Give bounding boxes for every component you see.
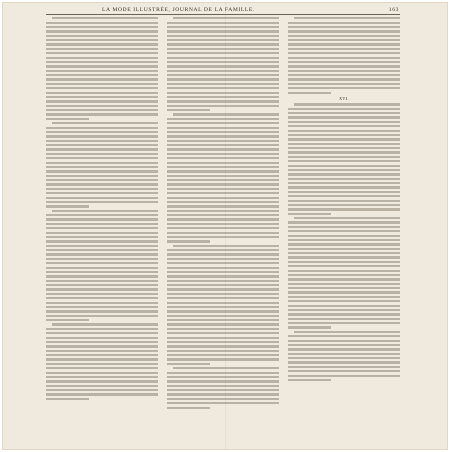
text-line bbox=[46, 258, 158, 260]
text-line bbox=[288, 165, 400, 167]
text-line bbox=[46, 140, 158, 142]
text-line bbox=[46, 376, 158, 378]
text-line bbox=[167, 345, 279, 347]
text-line bbox=[46, 113, 158, 115]
text-line bbox=[288, 252, 400, 254]
text-line bbox=[46, 100, 158, 102]
text-line bbox=[46, 240, 158, 242]
text-line bbox=[288, 348, 400, 350]
text-line bbox=[167, 87, 279, 89]
text-line bbox=[167, 350, 279, 352]
text-column-2 bbox=[167, 15, 279, 442]
text-line bbox=[167, 96, 279, 98]
text-line bbox=[46, 57, 158, 59]
text-line bbox=[46, 245, 158, 247]
text-line bbox=[167, 376, 279, 378]
text-line bbox=[288, 305, 400, 307]
text-line bbox=[46, 262, 158, 264]
text-line bbox=[46, 363, 158, 365]
text-line bbox=[167, 236, 279, 238]
text-line bbox=[288, 39, 400, 41]
text-line bbox=[167, 148, 279, 150]
text-line bbox=[173, 113, 279, 115]
text-line bbox=[288, 335, 400, 337]
text-line bbox=[167, 214, 279, 216]
text-line bbox=[46, 35, 158, 37]
text-line bbox=[46, 183, 158, 185]
text-line bbox=[288, 112, 400, 114]
text-line bbox=[46, 52, 158, 54]
text-line bbox=[288, 283, 400, 285]
text-line bbox=[167, 380, 279, 382]
page-number: 163 bbox=[388, 7, 399, 13]
text-line bbox=[167, 201, 279, 203]
text-line bbox=[288, 30, 400, 32]
text-line bbox=[288, 35, 400, 37]
text-line bbox=[167, 249, 279, 251]
text-line bbox=[167, 337, 279, 339]
text-line bbox=[288, 296, 400, 298]
text-line bbox=[288, 169, 400, 171]
text-line bbox=[167, 74, 279, 76]
text-line bbox=[46, 280, 158, 282]
text-line bbox=[46, 306, 158, 308]
text-line bbox=[46, 337, 158, 339]
text-line bbox=[167, 48, 279, 50]
text-line bbox=[167, 39, 279, 41]
text-line bbox=[167, 223, 279, 225]
text-line bbox=[167, 293, 279, 295]
text-line bbox=[46, 284, 158, 286]
text-line bbox=[167, 275, 279, 277]
text-line bbox=[167, 122, 279, 124]
text-line bbox=[46, 105, 158, 107]
text-line bbox=[167, 170, 279, 172]
text-line bbox=[288, 357, 400, 359]
text-line bbox=[288, 366, 400, 368]
text-line bbox=[167, 306, 279, 308]
text-line bbox=[167, 297, 279, 299]
text-line bbox=[46, 332, 158, 334]
text-line bbox=[288, 151, 400, 153]
text-line bbox=[46, 157, 158, 159]
text-line bbox=[288, 313, 400, 315]
text-line bbox=[167, 389, 279, 391]
text-line bbox=[288, 22, 400, 24]
text-line bbox=[288, 78, 400, 80]
text-line bbox=[46, 162, 158, 164]
text-line bbox=[288, 208, 400, 210]
text-line bbox=[294, 103, 400, 105]
text-line bbox=[288, 173, 400, 175]
text-line bbox=[46, 131, 158, 133]
text-line bbox=[288, 74, 400, 76]
text-line bbox=[288, 213, 331, 215]
text-line bbox=[288, 230, 400, 232]
text-line bbox=[288, 116, 400, 118]
text-line bbox=[167, 83, 279, 85]
text-line bbox=[167, 258, 279, 260]
text-line bbox=[167, 179, 279, 181]
text-line bbox=[167, 232, 279, 234]
text-line bbox=[167, 30, 279, 32]
text-line bbox=[46, 218, 158, 220]
text-line bbox=[167, 253, 279, 255]
text-line bbox=[167, 402, 279, 404]
text-line bbox=[46, 61, 158, 63]
text-line bbox=[167, 109, 210, 111]
text-line bbox=[46, 87, 158, 89]
text-line bbox=[46, 127, 158, 129]
text-line bbox=[46, 249, 158, 251]
text-line bbox=[294, 217, 400, 219]
text-line bbox=[167, 363, 210, 365]
text-line bbox=[288, 43, 400, 45]
text-line bbox=[288, 243, 400, 245]
text-line bbox=[288, 370, 400, 372]
text-line bbox=[288, 26, 400, 28]
text-line bbox=[167, 218, 279, 220]
text-column-3 bbox=[288, 15, 400, 442]
text-line bbox=[167, 78, 279, 80]
text-line bbox=[167, 197, 279, 199]
text-line bbox=[46, 144, 158, 146]
text-line bbox=[288, 361, 400, 363]
text-line bbox=[46, 153, 158, 155]
text-line bbox=[46, 288, 158, 290]
text-line bbox=[52, 210, 158, 212]
text-line bbox=[46, 179, 158, 181]
text-line bbox=[46, 148, 158, 150]
text-line bbox=[288, 248, 400, 250]
text-line bbox=[46, 135, 158, 137]
running-title: LA MODE ILLUSTRÉE, JOURNAL DE LA FAMILLE. bbox=[102, 7, 255, 13]
text-line bbox=[167, 393, 279, 395]
text-line bbox=[288, 92, 331, 94]
text-line bbox=[46, 341, 158, 343]
text-line bbox=[167, 100, 279, 102]
text-line bbox=[288, 191, 400, 193]
text-line bbox=[173, 17, 279, 19]
text-line bbox=[46, 205, 89, 207]
text-line bbox=[173, 367, 279, 369]
text-line bbox=[288, 83, 400, 85]
text-line bbox=[46, 192, 158, 194]
text-line bbox=[288, 57, 400, 59]
text-line bbox=[167, 61, 279, 63]
text-line bbox=[167, 341, 279, 343]
text-line bbox=[46, 310, 158, 312]
text-line bbox=[46, 385, 158, 387]
text-line bbox=[46, 271, 158, 273]
text-line bbox=[46, 350, 158, 352]
text-line bbox=[167, 310, 279, 312]
text-line bbox=[288, 300, 400, 302]
text-line bbox=[167, 271, 279, 273]
text-line bbox=[46, 65, 158, 67]
text-line bbox=[167, 240, 210, 242]
text-line bbox=[173, 245, 279, 247]
text-line bbox=[167, 127, 279, 129]
text-line bbox=[167, 131, 279, 133]
text-line bbox=[167, 65, 279, 67]
text-line bbox=[167, 57, 279, 59]
text-line bbox=[167, 183, 279, 185]
text-line bbox=[46, 83, 158, 85]
text-line bbox=[46, 39, 158, 41]
text-line bbox=[288, 130, 400, 132]
text-line bbox=[167, 188, 279, 190]
text-line bbox=[288, 274, 400, 276]
text-line bbox=[167, 323, 279, 325]
text-line bbox=[288, 226, 400, 228]
text-line bbox=[46, 197, 158, 199]
text-line bbox=[288, 256, 400, 258]
text-line bbox=[288, 265, 400, 267]
text-line bbox=[288, 270, 400, 272]
text-line bbox=[288, 134, 400, 136]
text-line bbox=[288, 156, 400, 158]
text-line bbox=[167, 398, 279, 400]
text-line bbox=[46, 389, 158, 391]
text-line bbox=[167, 288, 279, 290]
text-line bbox=[46, 253, 158, 255]
text-line bbox=[46, 319, 89, 321]
text-line bbox=[46, 293, 158, 295]
text-line bbox=[167, 105, 279, 107]
text-line bbox=[46, 345, 158, 347]
text-line bbox=[167, 153, 279, 155]
text-line bbox=[46, 372, 158, 374]
text-line bbox=[288, 143, 400, 145]
text-line bbox=[288, 121, 400, 123]
text-line bbox=[167, 372, 279, 374]
text-line bbox=[288, 195, 400, 197]
text-line bbox=[46, 78, 158, 80]
text-line bbox=[167, 162, 279, 164]
text-line bbox=[294, 331, 400, 333]
text-line bbox=[46, 297, 158, 299]
text-line bbox=[288, 379, 331, 381]
text-line bbox=[46, 398, 89, 400]
text-line bbox=[167, 26, 279, 28]
text-line bbox=[46, 30, 158, 32]
text-line bbox=[46, 43, 158, 45]
text-line bbox=[288, 182, 400, 184]
text-line bbox=[46, 358, 158, 360]
text-line bbox=[52, 17, 158, 19]
text-line bbox=[167, 135, 279, 137]
text-line bbox=[288, 87, 400, 89]
text-line bbox=[288, 108, 400, 110]
text-line bbox=[167, 407, 210, 409]
text-line bbox=[288, 309, 400, 311]
text-line bbox=[288, 239, 400, 241]
text-line bbox=[167, 157, 279, 159]
text-line bbox=[46, 48, 158, 50]
text-line bbox=[167, 284, 279, 286]
text-line bbox=[167, 210, 279, 212]
text-line bbox=[288, 221, 400, 223]
text-line bbox=[46, 223, 158, 225]
text-line bbox=[288, 70, 400, 72]
text-line bbox=[167, 354, 279, 356]
text-line bbox=[46, 315, 158, 317]
text-line bbox=[288, 52, 400, 54]
text-line bbox=[46, 354, 158, 356]
text-line bbox=[167, 166, 279, 168]
text-line bbox=[167, 43, 279, 45]
text-line bbox=[167, 262, 279, 264]
text-line bbox=[167, 52, 279, 54]
text-line bbox=[288, 200, 400, 202]
text-line bbox=[288, 291, 400, 293]
text-line bbox=[167, 118, 279, 120]
text-line bbox=[167, 332, 279, 334]
text-line bbox=[167, 267, 279, 269]
text-line bbox=[288, 287, 400, 289]
text-line bbox=[288, 278, 400, 280]
text-line bbox=[288, 178, 400, 180]
text-line bbox=[46, 170, 158, 172]
text-line bbox=[46, 275, 158, 277]
text-line bbox=[288, 375, 400, 377]
text-line bbox=[46, 26, 158, 28]
text-line bbox=[52, 122, 158, 124]
text-line bbox=[288, 318, 400, 320]
text-line bbox=[46, 367, 158, 369]
text-line bbox=[46, 118, 89, 120]
text-line bbox=[167, 22, 279, 24]
text-line bbox=[46, 74, 158, 76]
text-line bbox=[288, 340, 400, 342]
text-line bbox=[46, 232, 158, 234]
text-line bbox=[288, 344, 400, 346]
text-line bbox=[288, 261, 400, 263]
text-line bbox=[46, 70, 158, 72]
text-column-1 bbox=[46, 15, 158, 442]
text-line bbox=[167, 385, 279, 387]
text-line bbox=[167, 280, 279, 282]
text-line bbox=[46, 188, 158, 190]
text-line bbox=[52, 323, 158, 325]
text-line bbox=[167, 70, 279, 72]
text-line bbox=[167, 358, 279, 360]
text-line bbox=[46, 393, 158, 395]
text-line bbox=[46, 166, 158, 168]
text-line bbox=[288, 160, 400, 162]
text-line bbox=[288, 65, 400, 67]
text-line bbox=[46, 302, 158, 304]
text-line bbox=[46, 236, 158, 238]
text-line bbox=[288, 353, 400, 355]
text-line bbox=[288, 125, 400, 127]
text-line bbox=[288, 322, 400, 324]
text-line bbox=[167, 140, 279, 142]
text-line bbox=[46, 175, 158, 177]
text-line bbox=[46, 227, 158, 229]
text-line bbox=[167, 35, 279, 37]
text-line bbox=[288, 326, 331, 328]
text-line bbox=[288, 48, 400, 50]
text-line bbox=[288, 186, 400, 188]
text-line bbox=[288, 235, 400, 237]
journal-page bbox=[2, 2, 448, 450]
text-line bbox=[167, 205, 279, 207]
text-line bbox=[46, 109, 158, 111]
text-line bbox=[288, 61, 400, 63]
text-line bbox=[167, 319, 279, 321]
text-line bbox=[167, 192, 279, 194]
text-line bbox=[167, 92, 279, 94]
text-line bbox=[46, 214, 158, 216]
text-line bbox=[288, 138, 400, 140]
text-line bbox=[288, 204, 400, 206]
text-line bbox=[46, 96, 158, 98]
text-line bbox=[46, 92, 158, 94]
text-line bbox=[167, 328, 279, 330]
text-line bbox=[167, 302, 279, 304]
text-line bbox=[167, 175, 279, 177]
text-line bbox=[46, 201, 158, 203]
text-line bbox=[294, 17, 400, 19]
text-line bbox=[46, 267, 158, 269]
text-line bbox=[167, 227, 279, 229]
text-line bbox=[46, 328, 158, 330]
text-line bbox=[167, 144, 279, 146]
page-fold bbox=[225, 2, 226, 450]
section-heading: XVI. bbox=[339, 95, 349, 101]
text-line bbox=[167, 315, 279, 317]
text-line bbox=[288, 147, 400, 149]
text-line bbox=[46, 22, 158, 24]
text-line bbox=[46, 380, 158, 382]
